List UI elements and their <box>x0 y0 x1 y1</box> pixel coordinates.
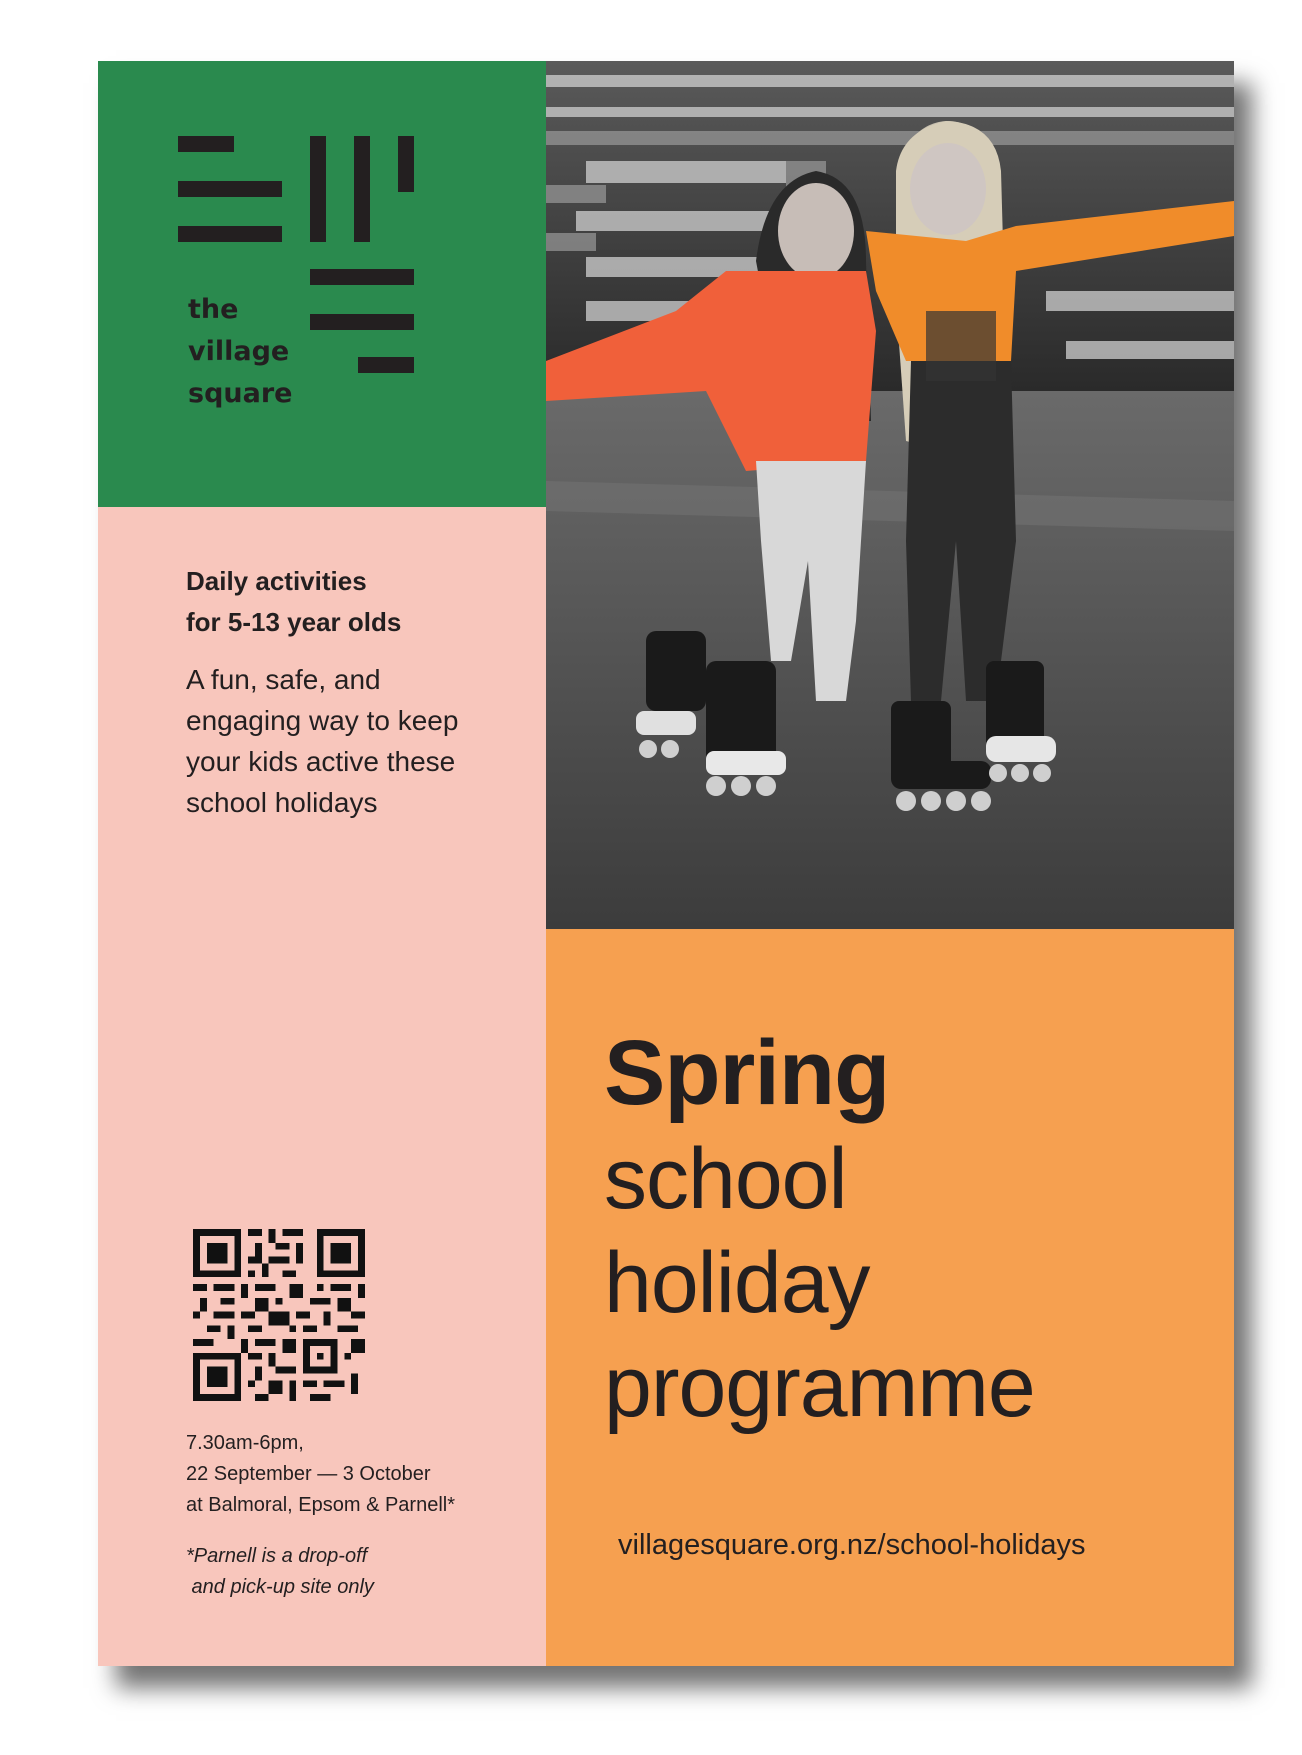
audience-heading-line: for 5-13 year olds <box>186 607 402 637</box>
schedule-line: 7.30am-6pm, <box>186 1432 304 1454</box>
qr-code[interactable] <box>193 1229 365 1401</box>
logo-panel <box>98 61 546 507</box>
headline <box>604 1019 1035 1439</box>
description-line: engaging way to keep <box>186 705 459 736</box>
logo-bar <box>398 136 414 192</box>
footnote-line: *Parnell is a drop-off <box>186 1545 368 1567</box>
description-line: your kids active these <box>186 746 456 777</box>
logo-word: square <box>188 378 293 409</box>
description-line: A fun, safe, and <box>186 664 381 695</box>
logo-word: village <box>188 336 290 367</box>
logo-bar <box>310 136 326 242</box>
audience-heading <box>186 561 526 643</box>
logo-bar <box>310 269 414 285</box>
headline-word: holiday <box>604 1235 870 1331</box>
poster <box>98 61 1234 1666</box>
logo-bar <box>178 136 234 152</box>
schedule-details <box>186 1428 455 1521</box>
headline-word: programme <box>604 1339 1035 1435</box>
hero-photo <box>546 61 1234 929</box>
logo-bar <box>310 314 414 330</box>
logo-word: the <box>188 294 239 325</box>
headline-panel <box>546 929 1234 1666</box>
footnote <box>186 1541 374 1603</box>
description-line: school holidays <box>186 787 378 818</box>
roller-skaters-photo <box>546 61 1234 929</box>
logo-bar <box>354 136 370 242</box>
logo-wordmark <box>188 289 292 415</box>
logo-bar <box>178 181 282 197</box>
footnote-line: and pick-up site only <box>186 1576 374 1598</box>
headline-word: Spring <box>604 1022 890 1124</box>
website-link[interactable]: villagesquare.org.nz/school-holidays <box>618 1529 1086 1561</box>
logo-bar <box>178 226 282 242</box>
schedule-line: at Balmoral, Epsom & Parnell* <box>186 1494 456 1516</box>
logo-bar <box>358 357 414 373</box>
schedule-line: 22 September — 3 October <box>186 1463 431 1485</box>
description <box>186 659 536 823</box>
headline-word: school <box>604 1131 847 1227</box>
audience-heading-line: Daily activities <box>186 566 367 596</box>
